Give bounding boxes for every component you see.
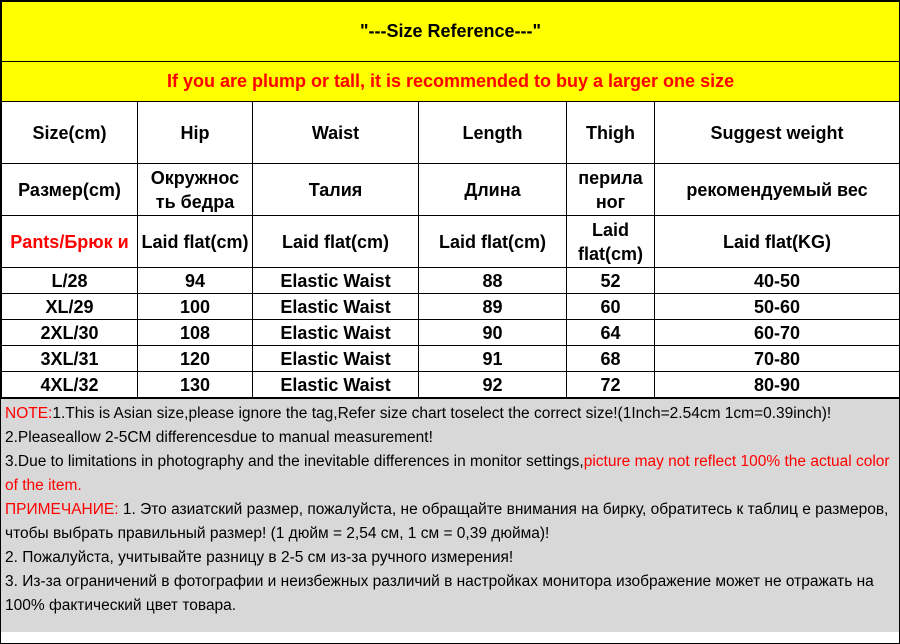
cell-size: 4XL/32 <box>2 372 138 398</box>
chart-title: "---Size Reference---" <box>2 2 900 62</box>
header-waist-ru: Талия <box>253 164 419 216</box>
note-ru-1-text: 1. Это азиатский размер, пожалуйста, не обращайте внимания на бирку, обратитесь к таблиц е размеров, чтобы выбрать правильный размер! (1 дюйм = 2,54 см, 1 см = 0,39 дюйма)! <box>5 501 889 542</box>
table-row <box>2 372 900 398</box>
note-1-text: 1.This is Asian size,please ignore the tag,Refer size chart toselect the correct size!(1Inch=2.54cm 1cm=0.39inch)! <box>52 405 832 422</box>
cell-length: 89 <box>419 294 567 320</box>
header-weight-ru: рекомендуемый вес <box>655 164 900 216</box>
recommendation-text: If you are plump or tall, it is recommended to buy a larger one size <box>2 62 900 102</box>
note-1 <box>5 402 895 426</box>
title-row <box>2 2 900 62</box>
note-ru-label: ПРИМЕЧАНИЕ: <box>5 501 119 518</box>
units-thigh: Laid flat(cm) <box>567 216 655 268</box>
cell-weight: 70-80 <box>655 346 900 372</box>
cell-thigh: 60 <box>567 294 655 320</box>
cell-thigh: 72 <box>567 372 655 398</box>
note-3 <box>5 450 895 498</box>
note-label: NOTE: <box>5 405 53 422</box>
table-row <box>2 268 900 294</box>
note-ru-1 <box>5 498 895 546</box>
note-3-warning: picture may not reflect 100% the actual color of the item. <box>5 453 890 494</box>
cell-thigh: 52 <box>567 268 655 294</box>
size-table <box>1 1 900 398</box>
header-length: Length <box>419 102 567 164</box>
cell-hip: 94 <box>138 268 253 294</box>
cell-size: 3XL/31 <box>2 346 138 372</box>
cell-hip: 130 <box>138 372 253 398</box>
cell-waist: Elastic Waist <box>253 294 419 320</box>
cell-length: 91 <box>419 346 567 372</box>
table-row <box>2 346 900 372</box>
header-weight: Suggest weight <box>655 102 900 164</box>
note-ru-2: 2. Пожалуйста, учитывайте разницу в 2-5 см из-за ручного измерения! <box>5 549 514 566</box>
cell-hip: 108 <box>138 320 253 346</box>
header-size-ru: Размер(cm) <box>2 164 138 216</box>
header-row-en <box>2 102 900 164</box>
cell-thigh: 68 <box>567 346 655 372</box>
cell-waist: Elastic Waist <box>253 372 419 398</box>
header-waist: Waist <box>253 102 419 164</box>
units-length: Laid flat(cm) <box>419 216 567 268</box>
cell-size: 2XL/30 <box>2 320 138 346</box>
table-row <box>2 320 900 346</box>
cell-weight: 60-70 <box>655 320 900 346</box>
header-thigh-ru: перила ног <box>567 164 655 216</box>
cell-hip: 100 <box>138 294 253 320</box>
cell-weight: 50-60 <box>655 294 900 320</box>
cell-weight: 40-50 <box>655 268 900 294</box>
table-row <box>2 294 900 320</box>
notes-section <box>1 398 899 632</box>
units-weight: Laid flat(KG) <box>655 216 900 268</box>
header-thigh: Thigh <box>567 102 655 164</box>
header-size: Size(cm) <box>2 102 138 164</box>
note-ru-3: 3. Из-за ограничений в фотографии и неизбежных различий в настройках монитора изображение может не отражать на 100% фактический цвет товара. <box>5 573 874 614</box>
cell-length: 88 <box>419 268 567 294</box>
note-3-text: 3.Due to limitations in photography and the inevitable differences in monitor settings, <box>5 453 584 470</box>
cell-size: XL/29 <box>2 294 138 320</box>
units-waist: Laid flat(cm) <box>253 216 419 268</box>
header-row-ru <box>2 164 900 216</box>
cell-length: 90 <box>419 320 567 346</box>
header-hip: Hip <box>138 102 253 164</box>
cell-waist: Elastic Waist <box>253 346 419 372</box>
recommendation-row <box>2 62 900 102</box>
header-length-ru: Длина <box>419 164 567 216</box>
units-row <box>2 216 900 268</box>
note-2: 2.Pleaseallow 2-5CM differencesdue to manual measurement! <box>5 429 433 446</box>
cell-size: L/28 <box>2 268 138 294</box>
units-pants-label: Pants/Брюк и <box>2 216 138 268</box>
cell-weight: 80-90 <box>655 372 900 398</box>
cell-length: 92 <box>419 372 567 398</box>
cell-waist: Elastic Waist <box>253 268 419 294</box>
header-hip-ru: Окружнос ть бедра <box>138 164 253 216</box>
cell-waist: Elastic Waist <box>253 320 419 346</box>
cell-thigh: 64 <box>567 320 655 346</box>
units-hip: Laid flat(cm) <box>138 216 253 268</box>
cell-hip: 120 <box>138 346 253 372</box>
